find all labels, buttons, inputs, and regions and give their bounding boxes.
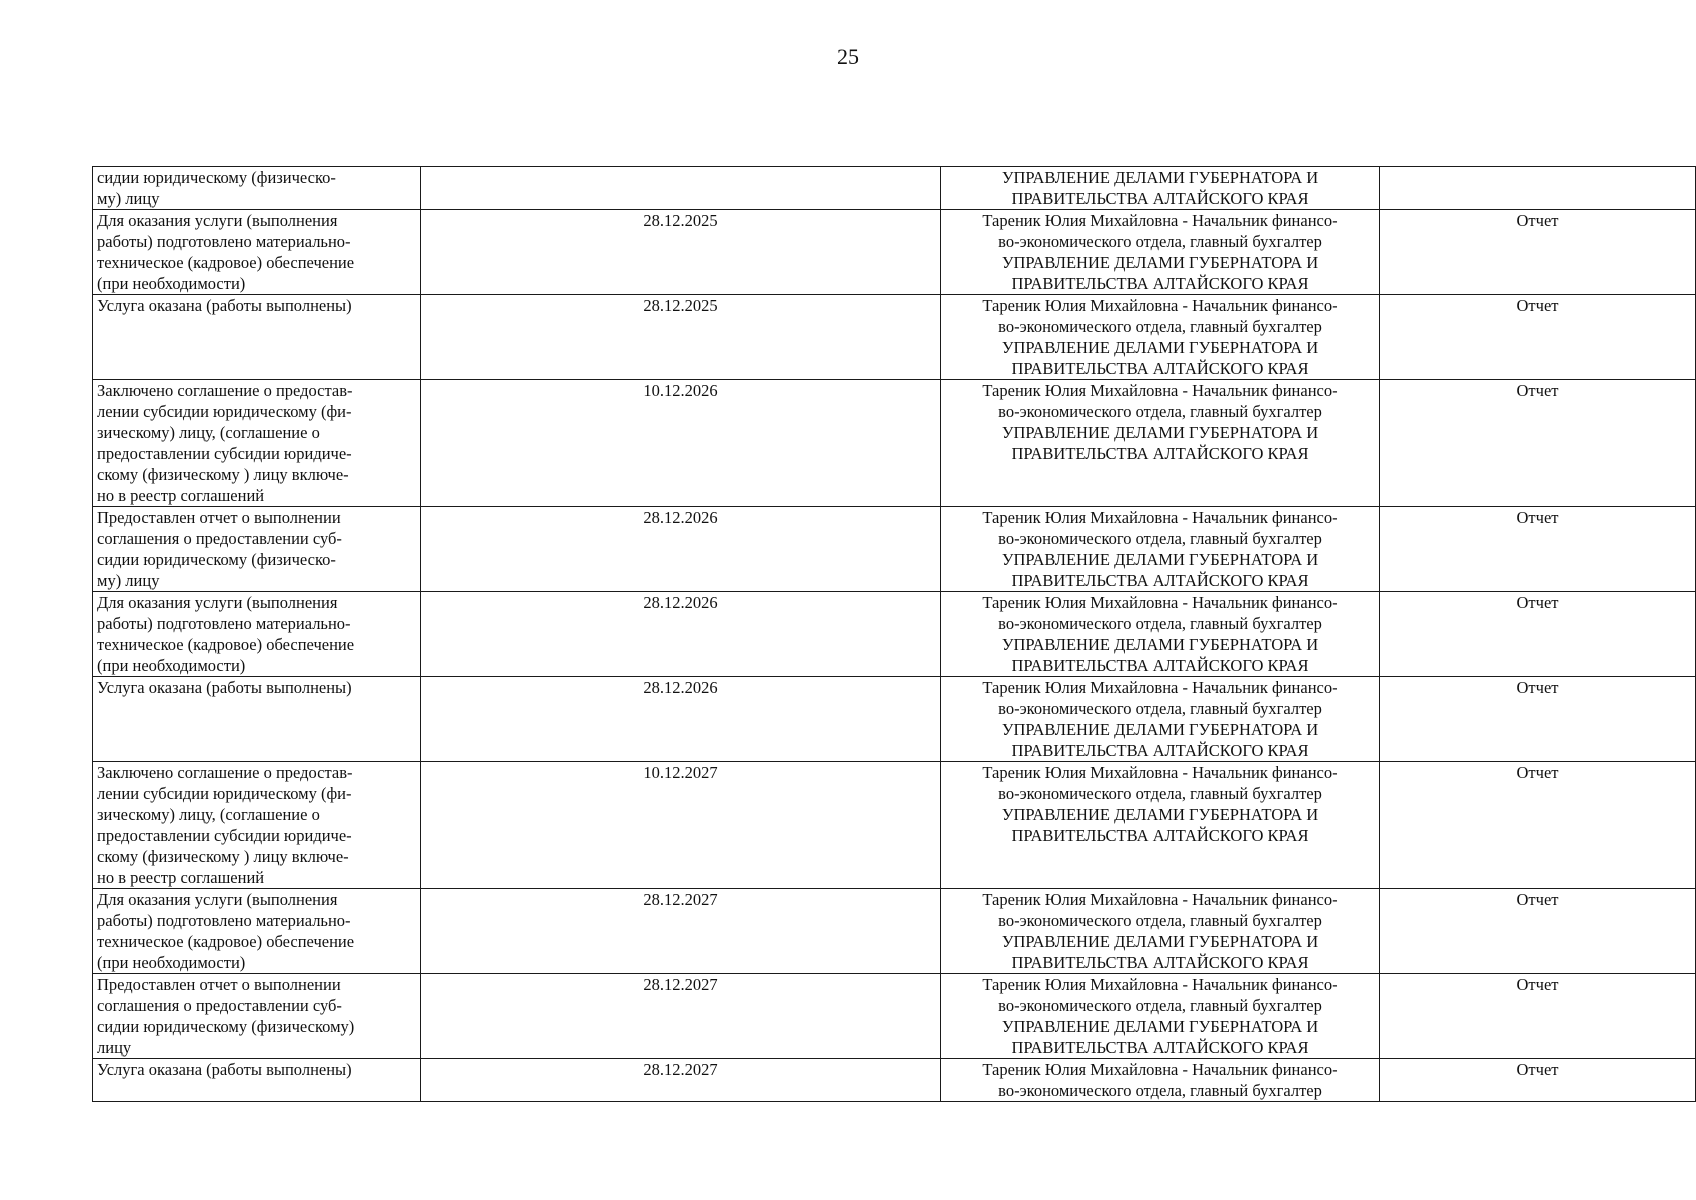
responsible-cell — [941, 210, 1380, 295]
responsible-cell — [941, 974, 1380, 1059]
event-text-line: скому (физическому ) лицу включе- — [97, 847, 349, 866]
date-cell — [421, 762, 941, 889]
responsible-text-line: во-экономического отдела, главный бухгалтер — [998, 1081, 1322, 1100]
event-cell — [93, 974, 421, 1059]
responsible-cell — [941, 1059, 1380, 1102]
responsible-cell — [941, 380, 1380, 507]
event-text-line: лицу — [97, 1038, 132, 1057]
implementation-schedule-table — [92, 166, 1696, 1102]
document-cell — [1380, 677, 1696, 762]
document-text: Отчет — [1516, 975, 1559, 994]
event-text-line: Предоставлен отчет о выполнении — [97, 508, 341, 527]
event-text-line: сидии юридическому (физическо- — [97, 550, 336, 569]
table-body — [93, 167, 1696, 1102]
event-cell — [93, 677, 421, 762]
date-cell — [421, 1059, 941, 1102]
responsible-text-line: во-экономического отдела, главный бухгалтер — [998, 996, 1322, 1015]
event-text-line: (при необходимости) — [97, 656, 246, 675]
responsible-text-line: Тареник Юлия Михайловна - Начальник финансо- — [982, 1060, 1338, 1079]
responsible-text-line: во-экономического отдела, главный бухгалтер — [998, 317, 1322, 336]
event-text-line: му) лицу — [97, 189, 160, 208]
event-text-line: (при необходимости) — [97, 953, 246, 972]
document-text: Отчет — [1516, 763, 1559, 782]
responsible-text-line: во-экономического отдела, главный бухгалтер — [998, 784, 1322, 803]
event-text-line: Услуга оказана (работы выполнены) — [97, 678, 352, 697]
event-cell — [93, 507, 421, 592]
responsible-text-line: Тареник Юлия Михайловна - Начальник финансо- — [982, 890, 1338, 909]
document-text: Отчет — [1516, 211, 1559, 230]
date-cell — [421, 677, 941, 762]
responsible-text-line: УПРАВЛЕНИЕ ДЕЛАМИ ГУБЕРНАТОРА И — [1001, 805, 1319, 824]
date-cell — [421, 210, 941, 295]
event-text-line: соглашения о предоставлении суб- — [97, 996, 342, 1015]
responsible-text-line: ПРАВИТЕЛЬСТВА АЛТАЙСКОГО КРАЯ — [1011, 1038, 1309, 1057]
responsible-text-line: УПРАВЛЕНИЕ ДЕЛАМИ ГУБЕРНАТОРА И — [1001, 168, 1319, 187]
date-text: 10.12.2026 — [643, 381, 718, 400]
table-row — [93, 167, 1696, 210]
responsible-cell — [941, 295, 1380, 380]
table-row — [93, 592, 1696, 677]
event-text-line: лении субсидии юридическому (фи- — [97, 784, 352, 803]
responsible-text-line: УПРАВЛЕНИЕ ДЕЛАМИ ГУБЕРНАТОРА И — [1001, 932, 1319, 951]
page-number: 25 — [837, 44, 859, 69]
event-cell — [93, 210, 421, 295]
event-text-line: (при необходимости) — [97, 274, 246, 293]
event-text-line: Услуга оказана (работы выполнены) — [97, 296, 352, 315]
responsible-text-line: УПРАВЛЕНИЕ ДЕЛАМИ ГУБЕРНАТОРА И — [1001, 635, 1319, 654]
responsible-text-line: Тареник Юлия Михайловна - Начальник финансо- — [982, 763, 1338, 782]
event-text-line: сидии юридическому (физическому) — [97, 1017, 355, 1036]
event-cell — [93, 1059, 421, 1102]
responsible-text-line: ПРАВИТЕЛЬСТВА АЛТАЙСКОГО КРАЯ — [1011, 189, 1309, 208]
event-text-line: му) лицу — [97, 571, 160, 590]
document-text: Отчет — [1516, 1060, 1559, 1079]
responsible-text-line: ПРАВИТЕЛЬСТВА АЛТАЙСКОГО КРАЯ — [1011, 741, 1309, 760]
responsible-text-line: ПРАВИТЕЛЬСТВА АЛТАЙСКОГО КРАЯ — [1011, 571, 1309, 590]
event-cell — [93, 592, 421, 677]
document-text: Отчет — [1516, 296, 1559, 315]
event-text-line: предоставлении субсидии юридиче- — [97, 826, 352, 845]
date-text: 28.12.2027 — [643, 975, 718, 994]
responsible-cell — [941, 167, 1380, 210]
table-row — [93, 380, 1696, 507]
table-row — [93, 889, 1696, 974]
responsible-text-line: Тареник Юлия Михайловна - Начальник финансо- — [982, 508, 1338, 527]
table-row — [93, 507, 1696, 592]
responsible-text-line: ПРАВИТЕЛЬСТВА АЛТАЙСКОГО КРАЯ — [1011, 359, 1309, 378]
event-text-line: Для оказания услуги (выполнения — [97, 890, 338, 909]
document-cell — [1380, 295, 1696, 380]
responsible-text-line: Тареник Юлия Михайловна - Начальник финансо- — [982, 211, 1338, 230]
event-text-line: Для оказания услуги (выполнения — [97, 593, 338, 612]
date-cell — [421, 974, 941, 1059]
date-cell — [421, 592, 941, 677]
date-text: 28.12.2026 — [643, 678, 718, 697]
event-text-line: техническое (кадровое) обеспечение — [97, 635, 355, 654]
event-cell — [93, 380, 421, 507]
document-cell — [1380, 762, 1696, 889]
responsible-cell — [941, 507, 1380, 592]
responsible-cell — [941, 762, 1380, 889]
date-text: 28.12.2025 — [643, 296, 718, 315]
event-text-line: Заключено соглашение о предостав- — [97, 763, 353, 782]
responsible-cell — [941, 592, 1380, 677]
responsible-text-line: Тареник Юлия Михайловна - Начальник финансо- — [982, 381, 1338, 400]
responsible-text-line: УПРАВЛЕНИЕ ДЕЛАМИ ГУБЕРНАТОРА И — [1001, 1017, 1319, 1036]
responsible-cell — [941, 889, 1380, 974]
responsible-text-line: ПРАВИТЕЛЬСТВА АЛТАЙСКОГО КРАЯ — [1011, 656, 1309, 675]
document-text: Отчет — [1516, 593, 1559, 612]
event-text-line: лении субсидии юридическому (фи- — [97, 402, 352, 421]
date-cell — [421, 167, 941, 210]
responsible-text-line: УПРАВЛЕНИЕ ДЕЛАМИ ГУБЕРНАТОРА И — [1001, 720, 1319, 739]
document-text: Отчет — [1516, 678, 1559, 697]
date-text: 28.12.2027 — [643, 1060, 718, 1079]
responsible-text-line: Тареник Юлия Михайловна - Начальник финансо- — [982, 593, 1338, 612]
event-text-line: соглашения о предоставлении суб- — [97, 529, 342, 548]
responsible-text-line: УПРАВЛЕНИЕ ДЕЛАМИ ГУБЕРНАТОРА И — [1001, 550, 1319, 569]
event-text-line: сидии юридическому (физическо- — [97, 168, 336, 187]
event-text-line: скому (физическому ) лицу включе- — [97, 465, 349, 484]
responsible-text-line: УПРАВЛЕНИЕ ДЕЛАМИ ГУБЕРНАТОРА И — [1001, 423, 1319, 442]
event-cell — [93, 167, 421, 210]
event-text-line: Для оказания услуги (выполнения — [97, 211, 338, 230]
date-cell — [421, 295, 941, 380]
date-cell — [421, 380, 941, 507]
document-cell — [1380, 974, 1696, 1059]
table-row — [93, 762, 1696, 889]
responsible-text-line: во-экономического отдела, главный бухгалтер — [998, 699, 1322, 718]
document-cell — [1380, 507, 1696, 592]
event-text-line: Услуга оказана (работы выполнены) — [97, 1060, 352, 1079]
date-text: 28.12.2026 — [643, 508, 718, 527]
responsible-text-line: Тареник Юлия Михайловна - Начальник финансо- — [982, 678, 1338, 697]
responsible-text-line: во-экономического отдела, главный бухгалтер — [998, 529, 1322, 548]
event-text-line: но в реестр соглашений — [97, 868, 265, 887]
event-text-line: но в реестр соглашений — [97, 486, 265, 505]
document-cell — [1380, 1059, 1696, 1102]
responsible-text-line: ПРАВИТЕЛЬСТВА АЛТАЙСКОГО КРАЯ — [1011, 444, 1309, 463]
document-text: Отчет — [1516, 508, 1559, 527]
event-text-line: предоставлении субсидии юридиче- — [97, 444, 352, 463]
responsible-text-line: УПРАВЛЕНИЕ ДЕЛАМИ ГУБЕРНАТОРА И — [1001, 338, 1319, 357]
date-text: 28.12.2026 — [643, 593, 718, 612]
responsible-text-line: ПРАВИТЕЛЬСТВА АЛТАЙСКОГО КРАЯ — [1011, 274, 1309, 293]
date-text: 28.12.2025 — [643, 211, 718, 230]
date-cell — [421, 889, 941, 974]
table-row — [93, 974, 1696, 1059]
event-cell — [93, 762, 421, 889]
event-text-line: Предоставлен отчет о выполнении — [97, 975, 341, 994]
table-row — [93, 210, 1696, 295]
table-row — [93, 677, 1696, 762]
responsible-text-line: Тареник Юлия Михайловна - Начальник финансо- — [982, 296, 1338, 315]
responsible-text-line: Тареник Юлия Михайловна - Начальник финансо- — [982, 975, 1338, 994]
event-text-line: зическому) лицу, (соглашение о — [97, 423, 320, 442]
table-row — [93, 295, 1696, 380]
event-text-line: техническое (кадровое) обеспечение — [97, 253, 355, 272]
responsible-text-line: УПРАВЛЕНИЕ ДЕЛАМИ ГУБЕРНАТОРА И — [1001, 253, 1319, 272]
responsible-text-line: во-экономического отдела, главный бухгалтер — [998, 911, 1322, 930]
event-cell — [93, 295, 421, 380]
event-cell — [93, 889, 421, 974]
document-cell — [1380, 889, 1696, 974]
document-text: Отчет — [1516, 890, 1559, 909]
event-text-line: Заключено соглашение о предостав- — [97, 381, 353, 400]
responsible-text-line: во-экономического отдела, главный бухгалтер — [998, 614, 1322, 633]
responsible-text-line: во-экономического отдела, главный бухгалтер — [998, 232, 1322, 251]
event-text-line: техническое (кадровое) обеспечение — [97, 932, 355, 951]
event-text-line: работы) подготовлено материально- — [97, 614, 351, 633]
event-text-line: работы) подготовлено материально- — [97, 232, 351, 251]
responsible-text-line: ПРАВИТЕЛЬСТВА АЛТАЙСКОГО КРАЯ — [1011, 826, 1309, 845]
date-cell — [421, 507, 941, 592]
document-cell — [1380, 380, 1696, 507]
responsible-text-line: ПРАВИТЕЛЬСТВА АЛТАЙСКОГО КРАЯ — [1011, 953, 1309, 972]
document-cell — [1380, 167, 1696, 210]
event-text-line: работы) подготовлено материально- — [97, 911, 351, 930]
table-row — [93, 1059, 1696, 1102]
date-text: 28.12.2027 — [643, 890, 718, 909]
responsible-cell — [941, 677, 1380, 762]
responsible-text-line: во-экономического отдела, главный бухгалтер — [998, 402, 1322, 421]
document-text: Отчет — [1516, 381, 1559, 400]
event-text-line: зическому) лицу, (соглашение о — [97, 805, 320, 824]
document-cell — [1380, 592, 1696, 677]
date-text: 10.12.2027 — [643, 763, 718, 782]
document-cell — [1380, 210, 1696, 295]
